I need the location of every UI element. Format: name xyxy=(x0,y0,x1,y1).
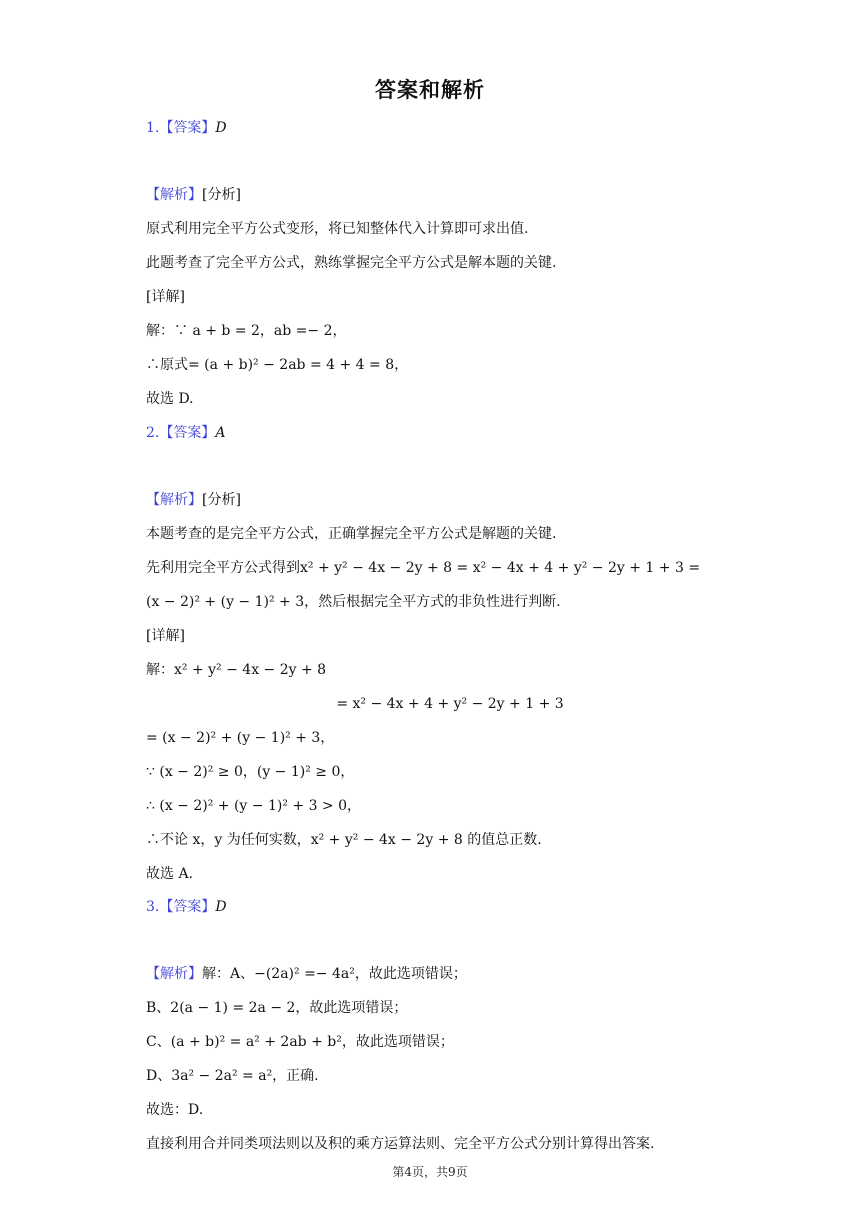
text-span: ∴原式= (a + b)² − 2ab = 4 + 4 = 8， xyxy=(146,357,409,373)
page-title: 答案和解析 xyxy=(375,78,485,102)
text-line xyxy=(146,998,407,1018)
text-line xyxy=(146,287,185,307)
section-label: 【解析】 xyxy=(146,187,202,203)
section-label: 2.【答案】 xyxy=(146,425,216,441)
text-line xyxy=(146,490,241,510)
text-span: (x − 2)² + (y − 1)² + 3，然后根据完全平方式的非负性进行判断. xyxy=(146,594,561,610)
text-span: 故选 D. xyxy=(146,391,194,407)
text-line xyxy=(146,524,556,544)
text-span: = x² − 4x + 4 + y² − 2y + 1 + 3 xyxy=(336,696,564,712)
text-line xyxy=(146,864,193,884)
text-span: B、2(a − 1) = 2a − 2，故此选项错误； xyxy=(146,1000,408,1016)
text-span: 解：A、−(2a)² =− 4a²，故此选项错误； xyxy=(202,966,467,982)
text-line xyxy=(146,321,347,341)
text-line xyxy=(146,253,556,273)
text-line xyxy=(146,355,408,375)
text-span: = (x − 2)² + (y − 1)² + 3， xyxy=(146,730,335,746)
text-span: D xyxy=(215,120,227,136)
text-line xyxy=(146,964,467,984)
text-span: 先利用完全平方公式得到x² + y² − 4x − 2y + 8 = x² − 4x + 4 + y² − 2y + 1 + 3 = xyxy=(146,560,701,576)
text-line xyxy=(146,626,185,646)
text-span: [详解] xyxy=(146,289,185,305)
text-span: 直接利用合并同类项法则以及积的乘方运算法则、完全平方公式分别计算得出答案. xyxy=(146,1136,655,1152)
section-label: 3.【答案】 xyxy=(146,899,216,915)
text-line xyxy=(0,694,860,714)
text-line xyxy=(146,796,361,816)
text-span: 故选：D. xyxy=(146,1102,204,1118)
text-line xyxy=(146,118,227,138)
text-span: 本题考查的是完全平方公式，正确掌握完全平方公式是解题的关键. xyxy=(146,526,557,542)
section-label: 【解析】 xyxy=(146,966,202,982)
text-line xyxy=(146,762,354,782)
text-line xyxy=(146,423,225,443)
section-label: 【解析】 xyxy=(146,492,202,508)
text-line xyxy=(146,185,241,205)
text-line xyxy=(146,592,561,612)
text-span: 解：x² + y² − 4x − 2y + 8 xyxy=(146,662,327,678)
text-span: ∴ (x − 2)² + (y − 1)² + 3 > 0， xyxy=(146,798,362,814)
page-footer: 第4页，共9页 xyxy=(392,1165,468,1179)
text-line xyxy=(146,558,700,578)
text-line xyxy=(146,830,542,850)
text-span: D xyxy=(215,899,227,915)
text-span: [详解] xyxy=(146,628,185,644)
text-span: D、3a² − 2a² = a²，正确. xyxy=(146,1068,319,1084)
text-line xyxy=(146,728,334,748)
text-span: [分析] xyxy=(202,187,241,203)
text-span: 原式利用完全平方公式变形，将已知整体代入计算即可求出值. xyxy=(146,221,529,237)
text-line xyxy=(146,389,194,409)
text-span: [分析] xyxy=(202,492,241,508)
text-line xyxy=(146,1100,203,1120)
text-span: 解：∵ a + b = 2，ab =− 2， xyxy=(146,323,347,339)
text-span: 故选 A. xyxy=(146,866,194,882)
text-line xyxy=(146,1134,654,1154)
text-span: ∴不论 x，y 为任何实数，x² + y² − 4x − 2y + 8 的值总正数. xyxy=(146,832,542,848)
text-span: A xyxy=(215,425,226,441)
text-line xyxy=(146,897,227,917)
text-span: C、(a + b)² = a² + 2ab + b²，故此选项错误； xyxy=(146,1034,454,1050)
text-line xyxy=(146,219,528,239)
text-line xyxy=(146,660,326,680)
text-line xyxy=(146,1066,319,1086)
text-span: ∵ (x − 2)² ≥ 0，(y − 1)² ≥ 0， xyxy=(146,764,355,780)
text-line xyxy=(146,1032,454,1052)
section-label: 1.【答案】 xyxy=(146,120,216,136)
text-span: 此题考查了完全平方公式，熟练掌握完全平方公式是解本题的关键. xyxy=(146,255,557,271)
